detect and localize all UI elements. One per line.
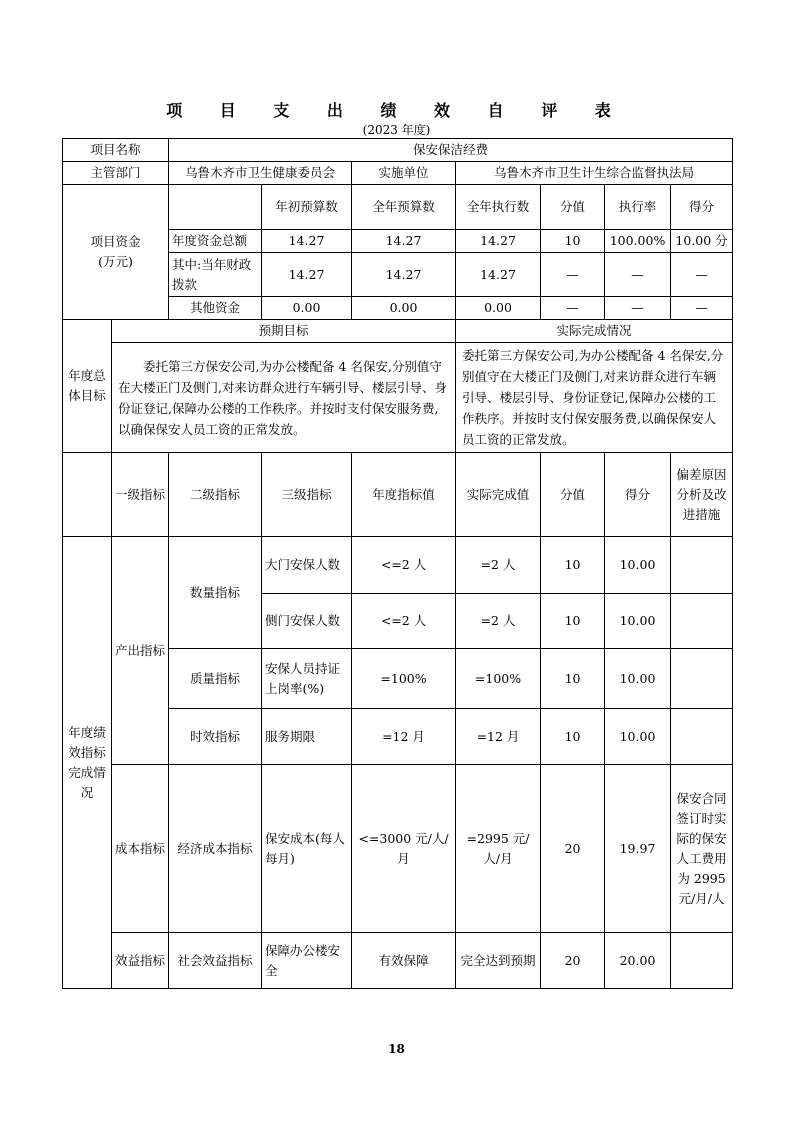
funds-row-label: 年度资金总额 [169, 230, 262, 253]
funds-cell: 14.27 [352, 253, 456, 297]
indicator-target: <=3000 元/人/月 [352, 765, 456, 933]
indicator-level3: 服务期限 [262, 709, 352, 765]
indicator-score-value: 20 [541, 765, 605, 933]
funds-cell: 0.00 [352, 297, 456, 320]
indicator-actual: =12 月 [456, 709, 541, 765]
indicator-score-value: 10 [541, 649, 605, 709]
dept-label: 主管部门 [63, 162, 169, 185]
indicator-deviation: 保安合同签订时实际的保安人工费用为 2995 元/月/人 [671, 765, 733, 933]
goals-actual-text: 委托第三方保安公司,为办公楼配备 4 名保安,分别值守在大楼正门及侧门,对来访群众进行车辆引导、楼层引导、身份证登记,保障办公楼的工作秩序。并按时支付保安服务费,以确保保安人员工资的正常发放。 [456, 343, 733, 453]
funds-label [63, 185, 169, 320]
indicator-level3: 大门安保人数 [262, 537, 352, 594]
funds-header-blank [169, 185, 262, 230]
indicator-actual: 完全达到预期 [456, 933, 541, 989]
indicator-deviation [671, 537, 733, 594]
funds-header: 全年预算数 [352, 185, 456, 230]
indicator-level3: 保障办公楼安全 [262, 933, 352, 989]
funds-label-line2: (万元) [98, 254, 133, 269]
indicator-target: <=2 人 [352, 594, 456, 649]
funds-header: 全年执行数 [456, 185, 541, 230]
indicator-target: =12 月 [352, 709, 456, 765]
output-indicator-label: 产出指标 [112, 537, 169, 765]
indicator-level1: 成本指标 [112, 765, 169, 933]
indicator-header-target: 年度指标值 [352, 453, 456, 537]
project-name: 保安保洁经费 [169, 139, 733, 162]
funds-label-line1: 项目资金 [90, 234, 141, 249]
indicator-deviation [671, 649, 733, 709]
indicator-level3: 保安成本(每人每月) [262, 765, 352, 933]
funds-cell: 0.00 [262, 297, 352, 320]
indicator-score: 10.00 [605, 649, 671, 709]
funds-cell: — [605, 297, 671, 320]
indicator-actual: =2 人 [456, 594, 541, 649]
funds-cell: 14.27 [352, 230, 456, 253]
funds-cell: 14.27 [262, 253, 352, 297]
indicator-header-blank [63, 453, 112, 537]
indicator-score: 10.00 [605, 537, 671, 594]
funds-cell: — [671, 253, 733, 297]
funds-row-label: 其他资金 [169, 297, 262, 320]
indicator-deviation [671, 933, 733, 989]
indicator-actual: =100% [456, 649, 541, 709]
indicator-level3: 侧门安保人数 [262, 594, 352, 649]
funds-cell: 100.00% [605, 230, 671, 253]
indicator-level3: 安保人员持证上岗率(%) [262, 649, 352, 709]
indicator-header-level3: 三级指标 [262, 453, 352, 537]
indicator-score: 10.00 [605, 709, 671, 765]
indicator-header-level2: 二级指标 [169, 453, 262, 537]
funds-header: 得分 [671, 185, 733, 230]
indicator-header-score: 得分 [605, 453, 671, 537]
quantity-indicator-label: 数量指标 [169, 537, 262, 649]
indicator-header-actual: 实际完成值 [456, 453, 541, 537]
indicator-target: <=2 人 [352, 537, 456, 594]
indicator-target: =100% [352, 649, 456, 709]
indicator-header-level1: 一级指标 [112, 453, 169, 537]
indicator-actual: =2995 元/人/月 [456, 765, 541, 933]
indicator-deviation [671, 594, 733, 649]
funds-cell: — [605, 253, 671, 297]
indicator-score-value: 20 [541, 933, 605, 989]
funds-header: 执行率 [605, 185, 671, 230]
funds-cell: 14.27 [456, 230, 541, 253]
dept-value: 乌鲁木齐市卫生健康委员会 [169, 162, 352, 185]
indicator-section-label: 年度绩效指标完成情况 [63, 537, 112, 989]
funds-header: 年初预算数 [262, 185, 352, 230]
indicator-header-score-value: 分值 [541, 453, 605, 537]
indicator-score: 19.97 [605, 765, 671, 933]
page-subtitle: (2023 年度) [362, 123, 431, 137]
indicator-score-value: 10 [541, 537, 605, 594]
goals-label: 年度总体目标 [63, 320, 112, 453]
funds-cell: 14.27 [262, 230, 352, 253]
indicator-score: 20.00 [605, 933, 671, 989]
page-title: 项 目 支 出 绩 效 自 评 表 [166, 101, 627, 120]
goals-expected-text: 委托第三方保安公司,为办公楼配备 4 名保安,分别值守在大楼正门及侧门,对来访群众进行车辆引导、楼层引导、身份证登记,保障办公楼的工作秩序。并按时支付保安服务费,以确保保安人员工资的正常发放。 [112, 343, 456, 453]
indicator-target: 有效保障 [352, 933, 456, 989]
goals-actual-header: 实际完成情况 [456, 320, 733, 343]
impl-value: 乌鲁木齐市卫生计生综合监督执法局 [456, 162, 733, 185]
indicator-level2: 质量指标 [169, 649, 262, 709]
indicator-level1: 效益指标 [112, 933, 169, 989]
impl-label: 实施单位 [352, 162, 456, 185]
indicator-header-deviation: 偏差原因分析及改进措施 [671, 453, 733, 537]
project-name-label: 项目名称 [63, 139, 169, 162]
evaluation-table [62, 138, 733, 989]
indicator-level2: 社会效益指标 [169, 933, 262, 989]
indicator-score-value: 10 [541, 594, 605, 649]
indicator-actual: =2 人 [456, 537, 541, 594]
funds-cell: 0.00 [456, 297, 541, 320]
funds-header: 分值 [541, 185, 605, 230]
goals-expected-header: 预期目标 [112, 320, 456, 343]
funds-cell: 10.00 分 [671, 230, 733, 253]
funds-cell: — [541, 253, 605, 297]
indicator-score-value: 10 [541, 709, 605, 765]
funds-cell: — [541, 297, 605, 320]
page-number: 18 [388, 1042, 405, 1056]
funds-row-label: 其中:当年财政拨款 [169, 253, 262, 297]
indicator-level2: 经济成本指标 [169, 765, 262, 933]
funds-cell: 14.27 [456, 253, 541, 297]
indicator-level2: 时效指标 [169, 709, 262, 765]
indicator-deviation [671, 709, 733, 765]
funds-cell: — [671, 297, 733, 320]
indicator-score: 10.00 [605, 594, 671, 649]
funds-cell: 10 [541, 230, 605, 253]
